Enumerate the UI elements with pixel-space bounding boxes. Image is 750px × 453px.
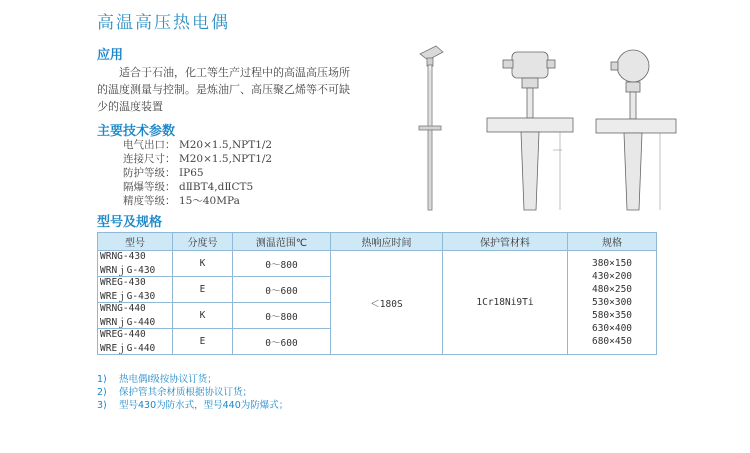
model-cell: WRNG-430 WRNｊG-430 xyxy=(98,251,173,277)
note-item: 2) 保护管其余材质根据协议订货； xyxy=(97,387,253,398)
header-range: 测温范围℃ xyxy=(233,233,331,251)
note-item: 1) 热电偶Ⅰ级按协议订货； xyxy=(97,374,217,385)
page-title: 高温高压热电偶 xyxy=(97,13,230,33)
header-size: 规格 xyxy=(568,233,657,251)
specs-heading: 主要技术参数 xyxy=(97,124,176,139)
table-header-row xyxy=(98,233,657,251)
model-cell: WREG-430 WREｊG-430 xyxy=(98,277,173,303)
application-body: 适合于石油，化工等生产过程中的高温高压场所的温度测量与控制。是炼油厂、高压聚乙烯等不可缺少的温度装置 xyxy=(97,66,350,113)
response-time-cell: ＜180S xyxy=(331,251,443,355)
header-response-time: 热响应时间 xyxy=(331,233,443,251)
header-graduation: 分度号 xyxy=(173,233,233,251)
spec-row: 隔爆等级： dⅡBT4,dⅡCT5 xyxy=(123,181,254,193)
graduation-cell: K xyxy=(173,303,233,329)
spec-row: 防护等级： IP65 xyxy=(123,167,204,179)
header-material: 保护管材料 xyxy=(443,233,568,251)
spec-row: 电气出口： M20×1.5,NPT1/2 xyxy=(123,139,273,151)
model-spec-table xyxy=(97,232,657,355)
header-model: 型号 xyxy=(98,233,173,251)
table-row xyxy=(98,251,657,277)
range-cell: 0～800 xyxy=(233,303,331,329)
sizes-cell: 380×150 430×200 480×250 530×300 580×350 630×400 680×450 xyxy=(568,251,657,355)
explosion-proof-model-drawing xyxy=(596,50,676,210)
spec-row: 连接尺寸： M20×1.5,NPT1/2 xyxy=(123,153,273,165)
material-cell: 1Cr18Ni9Ti xyxy=(443,251,568,355)
waterproof-model-drawing xyxy=(487,52,573,210)
notes-list xyxy=(97,373,288,412)
models-heading: 型号及规格 xyxy=(97,215,163,230)
graduation-cell: K xyxy=(173,251,233,277)
range-cell: 0～600 xyxy=(233,329,331,355)
probe-drawing xyxy=(419,46,443,210)
note-item: 3) 型号430为防水式，型号440为防爆式； xyxy=(97,400,289,411)
graduation-cell: E xyxy=(173,329,233,355)
range-cell: 0～800 xyxy=(233,251,331,277)
graduation-cell: E xyxy=(173,277,233,303)
model-cell: WRNG-440 WRNｊG-440 xyxy=(98,303,173,329)
application-heading: 应用 xyxy=(97,48,124,63)
range-cell: 0～600 xyxy=(233,277,331,303)
model-cell: WREG-440 WREｊG-440 xyxy=(98,329,173,355)
spec-row: 精度等级： 15～40MPa xyxy=(123,195,240,207)
